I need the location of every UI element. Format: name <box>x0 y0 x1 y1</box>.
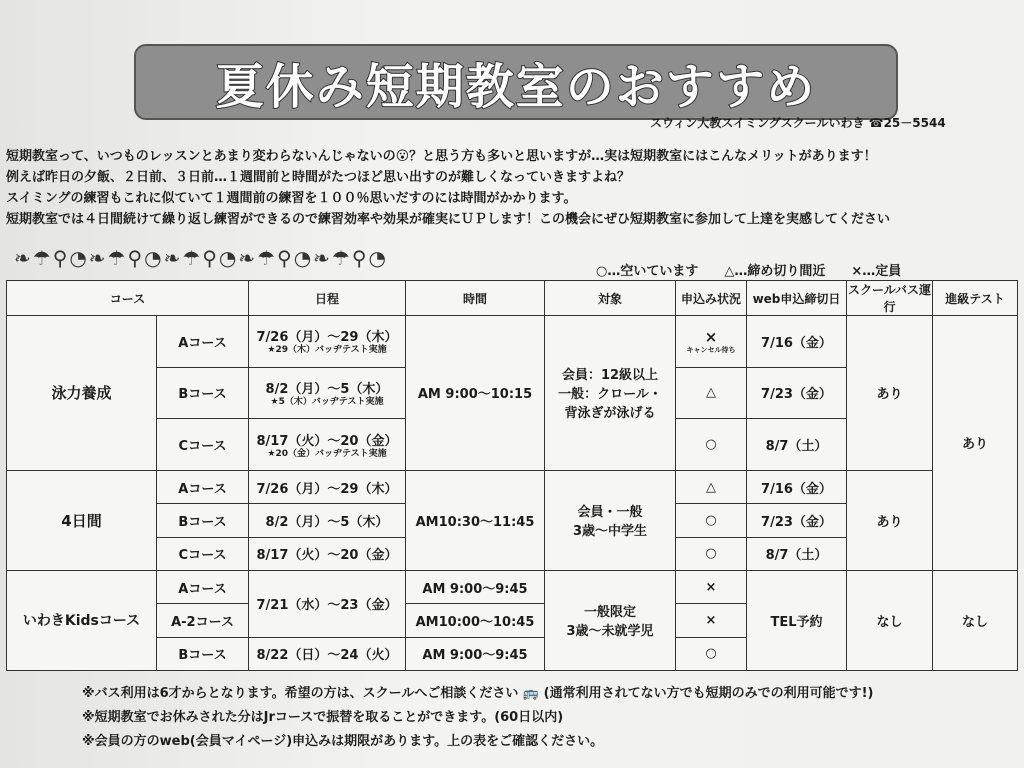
status-symbol: △ <box>676 470 747 503</box>
course-name: Bコース <box>157 367 249 419</box>
test-cell: あり <box>933 316 1018 571</box>
header-course: コース <box>7 281 249 316</box>
course-name: Cコース <box>157 537 249 570</box>
target-line: 会員・一般 <box>577 505 643 521</box>
bus-cell: あり <box>847 470 933 570</box>
badge-test-note: ★20（金）バッヂテスト実施 <box>267 448 387 459</box>
course-name: Bコース <box>157 637 249 670</box>
footer-note: ※バス利用は6才からとなります。希望の方は、スクールへご相談ください 🚌 (通常利用されてない方でも短期のみでの利用可能です!) <box>82 686 874 701</box>
deadline-cell: 8/7（土） <box>747 419 847 471</box>
course-name: A-2コース <box>157 604 249 637</box>
course-name: Cコース <box>157 419 249 471</box>
schedule-date: 7/26（月）～29（木） <box>256 330 398 346</box>
target-line: 3歳～未就学児 <box>566 624 654 640</box>
time-cell: AM 9:00～9:45 <box>406 637 545 670</box>
badge-test-note: ★29（木）バッヂテスト実施 <box>267 345 387 356</box>
status-symbol: ○ <box>676 419 747 471</box>
course-name: Aコース <box>157 316 249 368</box>
status-symbol: × <box>676 604 747 637</box>
schedule-cell <box>249 316 406 368</box>
table-row <box>7 470 1018 503</box>
schedule-date: 8/2（月）～5（木） <box>265 381 389 397</box>
deadline-cell: 7/23（金） <box>747 504 847 537</box>
schedule-date: 8/17（火）～20（金） <box>249 537 406 570</box>
title-banner <box>134 44 898 120</box>
target-line: 会員：12級以上 <box>561 368 659 384</box>
status-symbol: ○ <box>676 537 747 570</box>
status-cell <box>676 316 747 368</box>
header-bus: スクールバス運行 <box>847 281 933 316</box>
time-cell: AM 9:00～10:15 <box>406 316 545 471</box>
course-name: Bコース <box>157 504 249 537</box>
group-name: いわきKidsコース <box>7 570 157 670</box>
status-symbol: ○ <box>676 637 747 670</box>
header-time: 時間 <box>406 281 545 316</box>
deadline-cell: 7/16（金） <box>747 470 847 503</box>
school-contact: スウィン大教スイミングスクールいわき ☎25－5544 <box>650 116 946 130</box>
time-cell: AM10:30～11:45 <box>406 470 545 570</box>
footer-note: ※短期教室でお休みされた分はJrコースで振替を取ることができます。(60日以内) <box>82 710 564 725</box>
time-cell: AM10:00～10:45 <box>406 604 545 637</box>
target-line: 背泳ぎが泳げる <box>564 406 656 422</box>
status-legend: ○…空いています △…締め切り間近 ×…定員 <box>596 264 902 279</box>
decorative-border-icons: ❧☂⚲◔❧☂⚲◔❧☂⚲◔❧☂⚲◔❧☂⚲◔ <box>14 246 388 270</box>
target-line: 一般限定 <box>583 605 636 621</box>
footer-note: ※会員の方のweb(会員マイページ)申込みは期限があります。上の表をご確認ください。 <box>82 734 604 749</box>
status-symbol: △ <box>676 367 747 419</box>
schedule-cell <box>249 367 406 419</box>
group-name: 4日間 <box>7 470 157 570</box>
schedule-date: 8/2（月）～5（木） <box>249 504 406 537</box>
deadline-cell: 7/16（金） <box>747 316 847 368</box>
intro-line: 短期教室って、いつものレッスンとあまり変わらないんじゃないの😮？と思う方も多いと思いますが…実は短期教室にはこんなメリットがあります！ <box>6 149 877 164</box>
schedule-date: 7/21（水）～23（金） <box>249 570 406 637</box>
table-row <box>7 570 1018 603</box>
table-row <box>7 316 1018 368</box>
table-header-row <box>7 281 1018 316</box>
bus-cell: なし <box>847 570 933 670</box>
status-symbol: × <box>676 570 747 603</box>
status-symbol: ○ <box>676 504 747 537</box>
intro-line: 例えば昨日の夕飯、２日前、３日前…１週間前と時間がたつほど思い出すのが難しくなっていきますよね？ <box>6 170 631 185</box>
deadline-cell: TEL予約 <box>747 570 847 670</box>
schedule-date: 8/22（日）～24（火） <box>249 637 406 670</box>
schedule-date: 8/17（火）～20（金） <box>256 433 398 449</box>
page-title: 夏休み短期教室のおすすめ <box>215 58 817 115</box>
footer-notes <box>82 682 873 754</box>
status-symbol: × <box>704 327 718 346</box>
intro-line: 短期教室では４日間続けて繰り返し練習ができるので練習効率や効果が確実にＵＰします！この機会にぜひ短期教室に参加して上達を実感してください <box>6 212 891 227</box>
header-test: 進級テスト <box>933 281 1018 316</box>
badge-test-note: ★5（木）バッヂテスト実施 <box>270 396 384 407</box>
deadline-cell: 7/23（金） <box>747 367 847 419</box>
target-line: 一般：クロール・ <box>558 387 662 403</box>
schedule-date: 7/26（月）～29（木） <box>249 470 406 503</box>
intro-line: スイミングの練習もこれに似ていて１週間前の練習を１００％思いだすのには時間がかかります。 <box>6 191 577 206</box>
course-name: Aコース <box>157 570 249 603</box>
course-name: Aコース <box>157 470 249 503</box>
target-cell <box>545 316 676 471</box>
header-target: 対象 <box>545 281 676 316</box>
schedule-table <box>6 280 1018 671</box>
time-cell: AM 9:00～9:45 <box>406 570 545 603</box>
target-cell <box>545 570 676 670</box>
header-status: 申込み状況 <box>676 281 747 316</box>
bus-cell: あり <box>847 316 933 471</box>
header-schedule: 日程 <box>249 281 406 316</box>
target-line: 3歳～中学生 <box>572 524 648 540</box>
header-web-deadline: web申込締切日 <box>747 281 847 316</box>
test-cell: なし <box>933 570 1018 670</box>
deadline-cell: 8/7（土） <box>747 537 847 570</box>
status-note: キャンセル待ち <box>686 345 736 354</box>
schedule-cell <box>249 419 406 471</box>
intro-text <box>6 146 890 230</box>
target-cell <box>545 470 676 570</box>
group-name: 泳力養成 <box>7 316 157 471</box>
